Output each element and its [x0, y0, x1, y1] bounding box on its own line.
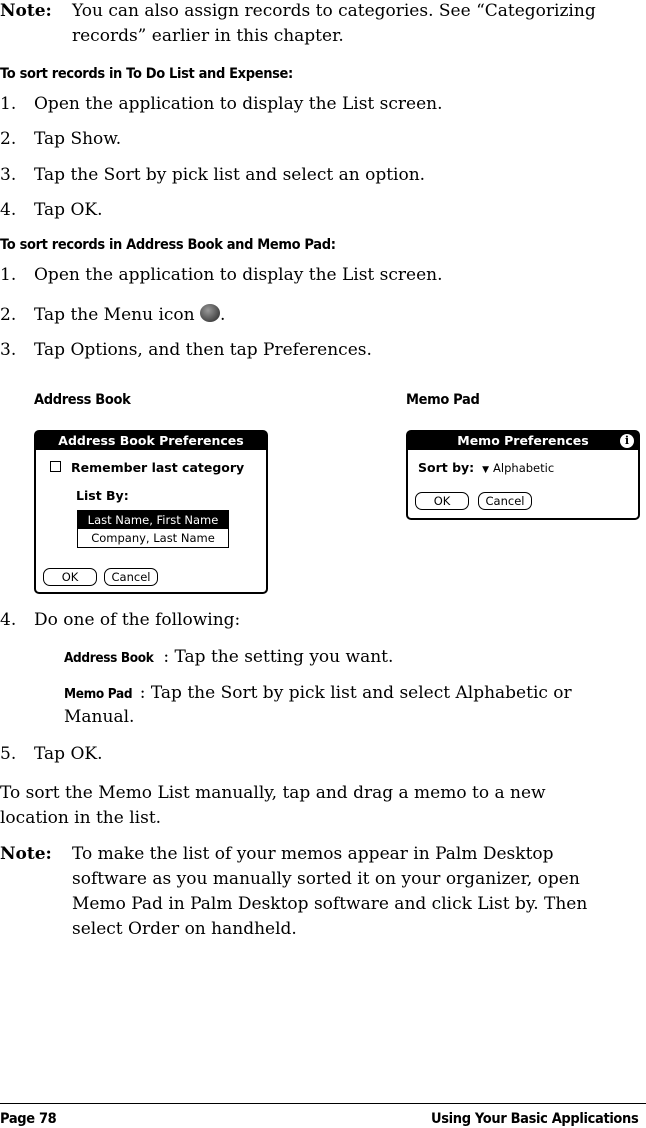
figure-caption-address: Address Book	[34, 392, 131, 408]
step-number: 5.	[0, 744, 17, 764]
note-text: You can also assign records to categories. See “Categorizing	[72, 1, 596, 21]
document-page: Note: You can also assign records to categories. See “Categorizing records” earlier in this chapter. To sort records in To Do List and Expense: 1. Open the application to display the List screen. 2. Tap Show. 3. Tap the Sort by pick list and select an option. 4. Tap OK. To sort records in Address Book and Memo Pad: 1. Open the application to display the List screen. 2. Tap the Menu icon . 3. Tap Options, and then tap Preferences. Address Book Memo Pad Address Book Preferences Remember last category List By: Last Name, First Name Company, Last Name OK Cancel Memo Preferences i Sort by: ▼ Alphabetic OK Cancel 4. Do one of the following: Address Book : Tap the setting you want. Memo Pad : Tap the Sort by pick list and select Alphabetic or Manual. 5. Tap OK. To sort the Memo List manually, tap and drag a memo to a new location in the list. Note: To make the list of your memos appear in Palm Desktop software as you manually sorted it on your organizer, open Memo Pad in Palm Desktop software and click List by. Then select Order on handheld. Page 78 Using Your Basic Applications	[0, 0, 646, 1128]
info-icon[interactable]: i	[620, 434, 634, 448]
step-text: Tap the Sort by pick list and select an option.	[34, 165, 426, 185]
ok-button[interactable]: OK	[43, 568, 97, 586]
sort-by-label: Sort by:	[418, 460, 475, 475]
step-number: 3.	[0, 340, 17, 360]
paragraph: location in the list.	[0, 808, 162, 828]
menu-icon	[200, 304, 220, 322]
step-number: 4.	[0, 610, 17, 630]
triangle-down-icon: ▼	[482, 465, 490, 475]
figure-caption-memo: Memo Pad	[406, 392, 480, 408]
section-heading: To sort records in To Do List and Expense:	[0, 66, 293, 82]
page-number: Page 78	[0, 1111, 57, 1127]
step-number: 1.	[0, 265, 17, 285]
step-number: 4.	[0, 200, 17, 220]
option-text: Manual.	[64, 707, 135, 727]
sort-by-value: Alphabetic	[493, 461, 555, 475]
cancel-button[interactable]: Cancel	[478, 492, 532, 510]
list-by-label: List By:	[76, 488, 129, 503]
dialog-title: Address Book Preferences	[36, 432, 266, 450]
address-book-preferences-dialog	[34, 430, 268, 594]
section-heading: To sort records in Address Book and Memo Pad:	[0, 237, 336, 253]
option-label: Address Book	[64, 650, 154, 666]
checkbox[interactable]	[50, 461, 61, 472]
chapter-title: Using Your Basic Applications	[430, 1111, 638, 1127]
step-text: Tap Show.	[34, 129, 122, 149]
option-text: : Tap the Sort by pick list and select Alphabetic or	[139, 683, 572, 703]
note-text: software as you manually sorted it on your organizer, open	[72, 869, 580, 889]
step-number: 2.	[0, 129, 17, 149]
note-text: select Order on handheld.	[72, 919, 297, 939]
step-text: Tap OK.	[34, 744, 103, 764]
option-text: : Tap the setting you want.	[163, 647, 394, 667]
list-option-selected[interactable]: Last Name, First Name	[78, 511, 228, 529]
step-number: 1.	[0, 94, 17, 114]
note-text: records” earlier in this chapter.	[72, 26, 344, 46]
note-text: Memo Pad in Palm Desktop software and click List by. Then	[72, 894, 588, 914]
dialog-title: Memo Preferences	[457, 433, 589, 448]
note-text: To make the list of your memos appear in Palm Desktop	[72, 844, 554, 864]
paragraph: To sort the Memo List manually, tap and drag a memo to a new	[0, 783, 546, 803]
note-label: Note:	[0, 1, 52, 21]
step-text: Tap Options, and then tap Preferences.	[34, 340, 372, 360]
cancel-button[interactable]: Cancel	[104, 568, 158, 586]
list-by-options	[77, 510, 229, 548]
step-text: Tap the Menu icon	[34, 305, 195, 325]
sort-by-picklist[interactable]	[482, 460, 554, 475]
option-label: Memo Pad	[64, 686, 133, 702]
ok-button[interactable]: OK	[415, 492, 469, 510]
list-option[interactable]: Company, Last Name	[91, 531, 215, 545]
step-text: Open the application to display the List screen.	[34, 94, 443, 114]
step-text: Do one of the following:	[34, 610, 241, 630]
step-text: Tap OK.	[34, 200, 103, 220]
step-number: 2.	[0, 305, 17, 325]
footer	[0, 1103, 646, 1127]
step-text: Open the application to display the List screen.	[34, 265, 443, 285]
note-label: Note:	[0, 844, 52, 864]
checkbox-label: Remember last category	[71, 460, 245, 475]
memo-preferences-dialog	[406, 430, 640, 520]
step-number: 3.	[0, 165, 17, 185]
